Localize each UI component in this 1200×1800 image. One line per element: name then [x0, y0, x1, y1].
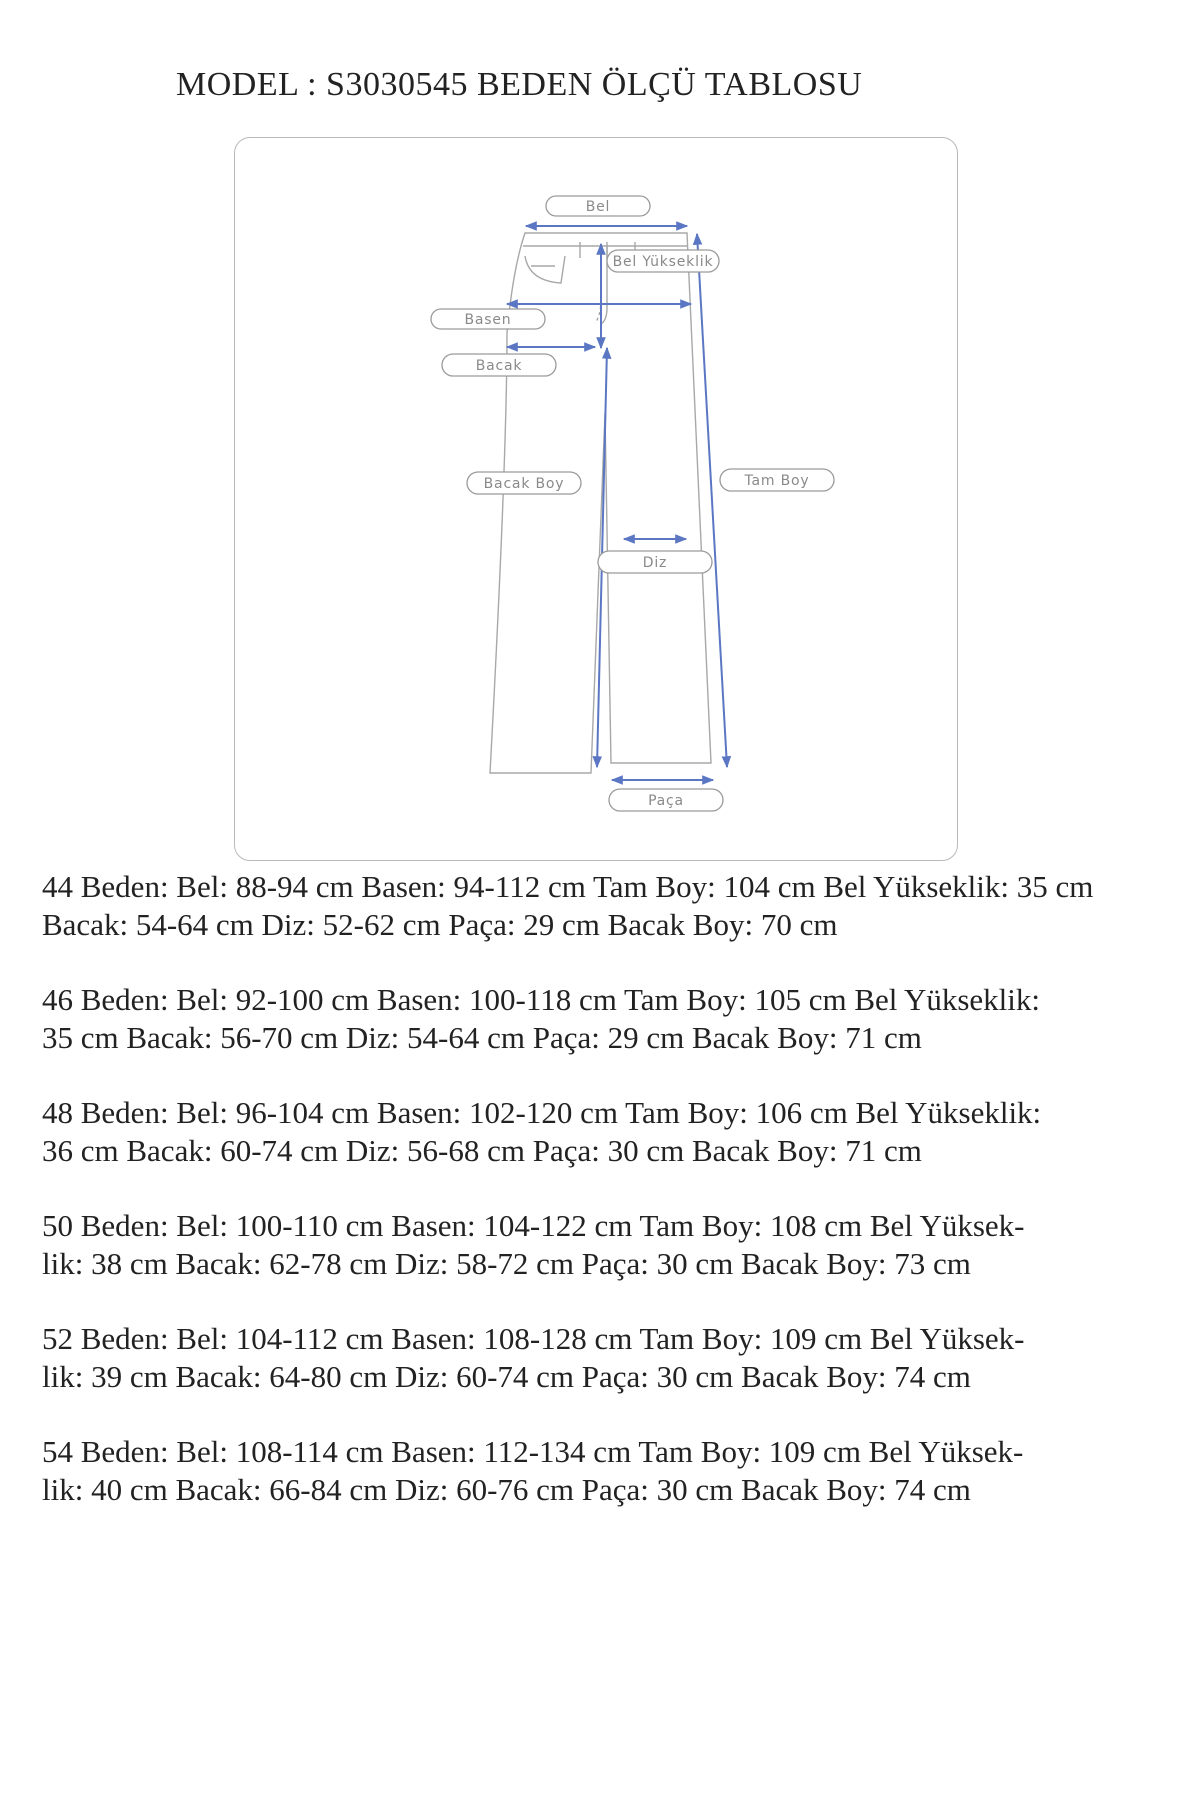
measurement-diagram: [234, 137, 958, 861]
label-bacak: [442, 354, 556, 376]
size-entry-52: [42, 1320, 1167, 1396]
size-entry-line: 35 cm Bacak: 56-70 cm Diz: 54-64 cm Paça: 29 cm Bacak Boy: 71 cm: [42, 1020, 922, 1055]
svg-text:Bel: Bel: [585, 199, 611, 215]
size-table: [42, 868, 1167, 1546]
size-entry-line: Bacak: 54-64 cm Diz: 52-62 cm Paça: 29 cm Bacak Boy: 70 cm: [42, 907, 838, 942]
svg-text:Bel Yükseklik: Bel Yükseklik: [612, 254, 714, 270]
svg-text:Basen: Basen: [464, 312, 512, 328]
size-entry-line: lik: 39 cm Bacak: 64-80 cm Diz: 60-74 cm Paça: 30 cm Bacak Boy: 74 cm: [42, 1359, 971, 1394]
svg-text:Tam Boy: Tam Boy: [744, 473, 810, 489]
svg-text:Diz: Diz: [642, 555, 668, 571]
size-entry-46: [42, 981, 1167, 1057]
size-entry-line: 54 Beden: Bel: 108-114 cm Basen: 112-134 cm Tam Boy: 109 cm Bel Yüksek-: [42, 1434, 1024, 1469]
label-tam-boy: [720, 469, 834, 491]
size-entry-line: lik: 38 cm Bacak: 62-78 cm Diz: 58-72 cm Paça: 30 cm Bacak Boy: 73 cm: [42, 1246, 971, 1281]
page-title: MODEL : S3030545 BEDEN ÖLÇÜ TABLOSU: [176, 66, 863, 103]
svg-text:Bacak Boy: Bacak Boy: [483, 476, 565, 492]
label-bacak-boy: [467, 472, 581, 494]
size-entry-line: 44 Beden: Bel: 88-94 cm Basen: 94-112 cm Tam Boy: 104 cm Bel Yükseklik: 35 cm: [42, 869, 1094, 904]
measurement-lines: [507, 226, 727, 780]
size-entry-48: [42, 1094, 1167, 1170]
size-entry-line: 36 cm Bacak: 60-74 cm Diz: 56-68 cm Paça: 30 cm Bacak Boy: 71 cm: [42, 1133, 922, 1168]
size-entry-line: 52 Beden: Bel: 104-112 cm Basen: 108-128 cm Tam Boy: 109 cm Bel Yüksek-: [42, 1321, 1025, 1356]
pants-diagram-svg: [235, 138, 959, 862]
tam-boy-measure-line: [697, 234, 727, 767]
svg-text:Bacak: Bacak: [475, 358, 523, 374]
svg-text:Paça: Paça: [648, 793, 684, 809]
size-entry-50: [42, 1207, 1167, 1283]
size-entry-54: [42, 1433, 1167, 1509]
label-basen: [431, 309, 545, 329]
label-paca: [609, 789, 723, 811]
label-bel-yukseklik: [607, 250, 719, 272]
size-entry-line: 50 Beden: Bel: 100-110 cm Basen: 104-122 cm Tam Boy: 108 cm Bel Yüksek-: [42, 1208, 1025, 1243]
label-bel: [546, 196, 650, 216]
size-entry-line: 48 Beden: Bel: 96-104 cm Basen: 102-120 cm Tam Boy: 106 cm Bel Yükseklik:: [42, 1095, 1042, 1130]
size-entry-44: [42, 868, 1167, 944]
size-entry-line: lik: 40 cm Bacak: 66-84 cm Diz: 60-76 cm Paça: 30 cm Bacak Boy: 74 cm: [42, 1472, 971, 1507]
size-entry-line: 46 Beden: Bel: 92-100 cm Basen: 100-118 cm Tam Boy: 105 cm Bel Yükseklik:: [42, 982, 1041, 1017]
label-diz: [598, 551, 712, 573]
